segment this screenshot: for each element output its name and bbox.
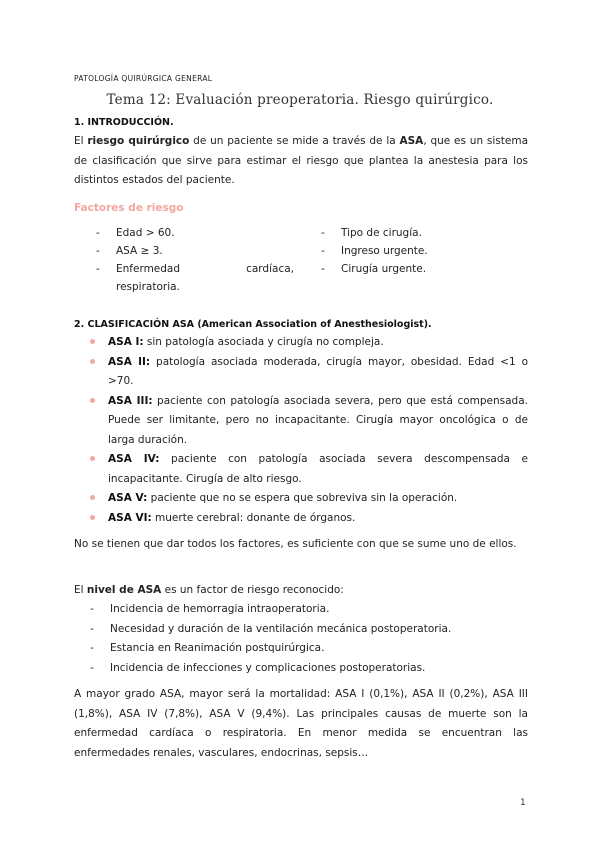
bullet-icon [90, 339, 95, 344]
asa-text: paciente que no se espera que sobreviva sin la operación. [147, 492, 458, 504]
asa-text: paciente con patología asociada severa descompensada e incapacitante. Cirugía de alto riesgo. [108, 453, 528, 485]
asa-label: ASA II: [108, 355, 151, 368]
asa-text: sin patología asociada y cirugía no compleja. [143, 336, 384, 348]
asa-level-intro [74, 581, 528, 601]
list-item: - Incidencia de hemorragia intraoperatoria. [90, 603, 330, 615]
factors-left-list [96, 224, 294, 296]
intro-bold-asa: ASA [399, 135, 424, 147]
list-item: - ASA ≥ 3. [96, 245, 163, 257]
asa-label: ASA I: [108, 336, 144, 348]
bullet-icon [90, 515, 95, 520]
list-item: - Tipo de cirugía. [321, 227, 422, 239]
bullet-icon [90, 456, 95, 461]
list-item-text: Incidencia de infecciones y complicaciones postoperatorias. [110, 661, 426, 674]
list-item [90, 509, 528, 529]
factor-text: Cirugía urgente. [341, 263, 427, 275]
factors-right-list [321, 224, 521, 278]
page-title: Tema 12: Evaluación preoperatoria. Riesgo quirúrgico. [106, 92, 494, 108]
intro-text-3: , que es un sistema de clasificación que sirve para estimar el riesgo que plantea la anestesia para los distintos estados del paciente. [74, 135, 529, 186]
list-item-text: Incidencia de hemorragia intraoperatoria. [110, 603, 330, 615]
asa-label: ASA III: [108, 394, 153, 407]
asa-label: ASA V: [108, 492, 148, 504]
intro-text-1: El [74, 135, 88, 147]
factor-text: Edad > 60. [116, 227, 175, 239]
factor-text: Enfermedad cardíaca, respiratoria. [116, 263, 294, 293]
list-item [90, 353, 528, 392]
asa-level-list [90, 600, 528, 678]
list-item: - Incidencia de infecciones y complicaciones postoperatorias. [90, 661, 426, 674]
bullet-icon [90, 495, 95, 500]
factor-text: Ingreso urgente. [341, 245, 428, 257]
asa-text: muerte cerebral: donante de órganos. [151, 511, 356, 524]
list-item-text: Estancia en Reanimación postquirúrgica. [110, 642, 325, 654]
list-item: - Necesidad y duración de la ventilación mecánica postoperatoria. [90, 622, 452, 635]
bullet-icon [90, 398, 95, 403]
list-item: - Enfermedad cardíaca, respiratoria. [96, 263, 294, 293]
list-item [90, 392, 528, 451]
section-heading-classification: 2. CLASIFICACIÓN ASA (American Association of Anesthesiologist). [74, 319, 432, 330]
factor-text: ASA ≥ 3. [116, 245, 163, 257]
asa-level-bold: nivel de ASA [86, 584, 162, 596]
asa-text: patología asociada moderada, cirugía mayor, obesidad. Edad <1 o >70. [108, 355, 529, 387]
intro-paragraph [74, 132, 528, 191]
asa-classification-list [90, 333, 528, 528]
list-item [90, 489, 528, 509]
list-item-text: Necesidad y duración de la ventilación mecánica postoperatoria. [110, 622, 452, 635]
list-item: - Edad > 60. [96, 227, 175, 239]
factors-heading: Factores de riesgo [74, 202, 184, 214]
course-header: PATOLOGÍA QUIRÚRGICA GENERAL [74, 74, 213, 83]
asa-label: ASA IV: [108, 453, 160, 465]
classification-note: No se tienen que dar todos los factores, es suficiente con que se sume uno de ellos. [74, 538, 517, 550]
intro-bold-riesgo: riesgo quirúrgico [87, 135, 190, 147]
asa-text: paciente con patología asociada severa, pero que está compensada. Puede ser limitante, pero no incapacitante. Cirugía mayor oncológica o de larga duración. [108, 394, 528, 446]
mortality-paragraph: A mayor grado ASA, mayor será la mortalidad: ASA I (0,1%), ASA II (0,2%), ASA III (1,8%), ASA IV (7,8%), ASA V (9,4%). Las principales causas de muerte son la enfermedad cardíaca o respiratoria. En menor medida se encuentran las enfermedades renales, vasculares, endocrinas, sepsis… [74, 688, 528, 759]
asa-level-text-1: El [74, 584, 87, 596]
list-item [90, 450, 528, 489]
list-item: - Ingreso urgente. [321, 245, 428, 257]
factor-text: Tipo de cirugía. [341, 227, 422, 239]
list-item: - Estancia en Reanimación postquirúrgica. [90, 642, 325, 654]
section-heading-introduction: 1. INTRODUCCIÓN. [74, 117, 174, 128]
page-number: 1 [520, 798, 526, 808]
asa-level-text-2: es un factor de riesgo reconocido: [161, 584, 344, 596]
bullet-icon [90, 359, 95, 364]
list-item [90, 333, 528, 353]
intro-text-2: de un paciente se mide a través de la [189, 135, 400, 147]
asa-label: ASA VI: [108, 511, 152, 524]
list-item: - Cirugía urgente. [321, 263, 427, 275]
